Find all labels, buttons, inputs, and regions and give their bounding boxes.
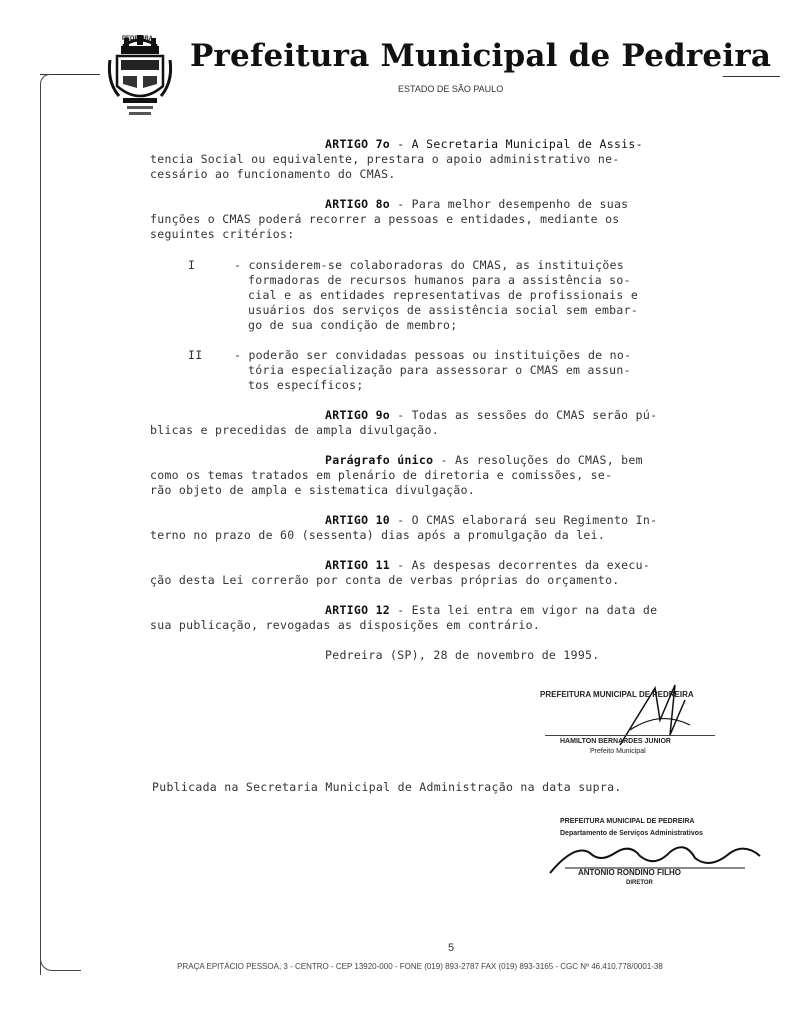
item-marker: I: [188, 258, 196, 272]
paragrafo-line: como os temas tratados em plenário de diretoria e comissões, se-: [150, 468, 613, 482]
art10-line: ARTIGO 10 - O CMAS elaborará seu Regimento In-: [325, 513, 658, 527]
admin-name: ANTONIO RONDINO FILHO: [578, 868, 681, 877]
item2-line: - poderão ser convidadas pessoas ou instituições de no-: [234, 348, 632, 362]
art7-line: tencia Social ou equivalente, prestara o apoio administrativo ne-: [150, 152, 620, 166]
art10-line: terno no prazo de 60 (sessenta) dias após a promulgação da lei.: [150, 528, 606, 542]
item1-line: go de sua condição de membro;: [248, 318, 458, 332]
art7-line: ARTIGO 7o - A Secretaria Municipal de Assis-: [325, 137, 643, 151]
mayor-stamp: PREFEITURA MUNICIPAL DE PEDREIRA: [540, 690, 694, 699]
paragrafo-line: Parágrafo único - As resoluções do CMAS, bem: [325, 453, 643, 467]
art12-line: sua publicação, revogadas as disposições em contrário.: [150, 618, 541, 632]
art8-line: seguintes critérios:: [150, 227, 295, 241]
art11-line: ARTIGO 11 - As despesas decorrentes da execu-: [325, 558, 651, 572]
item2-line: tória especialização para assessorar o CMAS em assun-: [248, 363, 631, 377]
state-subtitle: ESTADO DE SÃO PAULO: [398, 84, 504, 94]
frame-line: [723, 76, 780, 77]
art7-line: cessário ao funcionamento do CMAS.: [150, 167, 396, 181]
frame-border: [40, 74, 51, 975]
signature-line: [545, 735, 715, 736]
item1-line: - considerem-se colaboradoras do CMAS, as instituições: [234, 258, 625, 272]
coat-of-arms-icon: [107, 32, 173, 118]
mayor-name: HAMILTON BERNARDES JUNIOR: [560, 738, 671, 745]
item1-line: formadoras de recursos humanos para a assistência so-: [248, 273, 631, 287]
admin-department: Departamento de Serviços Administrativos: [560, 830, 703, 837]
item-marker: II: [188, 348, 203, 362]
art9-line: blicas e precedidas de ampla divulgação.: [150, 423, 439, 437]
footer-address: PRAÇA EPITÁCIO PESSOA, 3 - CENTRO - CEP 13920-000 - FONE (019) 893-2787 FAX (019) 893-3165 - CGC Nº 46.410.778/0001-38: [177, 962, 663, 971]
admin-title: DIRETOR: [626, 880, 653, 886]
item1-line: cial e as entidades representativas de profissionais e: [248, 288, 639, 302]
published-line: Publicada na Secretaria Municipal de Administração na data supra.: [152, 780, 622, 794]
item2-line: tos específicos;: [248, 378, 364, 392]
art8-line: funções o CMAS poderá recorrer a pessoas e entidades, mediante os: [150, 212, 620, 226]
art8-line: ARTIGO 8o - Para melhor desempenho de suas: [325, 197, 629, 211]
paragrafo-line: rão objeto de ampla e sistematica divulgação.: [150, 483, 476, 497]
date-line: Pedreira (SP), 28 de novembro de 1995.: [325, 648, 600, 662]
art12-line: ARTIGO 12 - Esta lei entra em vigor na data de: [325, 603, 658, 617]
mayor-title: Prefeito Municipal: [590, 748, 646, 755]
page-title: Prefeitura Municipal de Pedreira: [190, 38, 772, 74]
page-number: 5: [448, 942, 455, 954]
art9-line: ARTIGO 9o - Todas as sessões do CMAS serão pú-: [325, 408, 658, 422]
item1-line: usuários dos serviços de assistência social sem embar-: [248, 303, 639, 317]
art11-line: ção desta Lei correrão por conta de verbas próprias do orçamento.: [150, 573, 620, 587]
crest-label: PEDREIRA: [122, 36, 154, 42]
admin-stamp: PREFEITURA MUNICIPAL DE PEDREIRA: [560, 818, 695, 825]
